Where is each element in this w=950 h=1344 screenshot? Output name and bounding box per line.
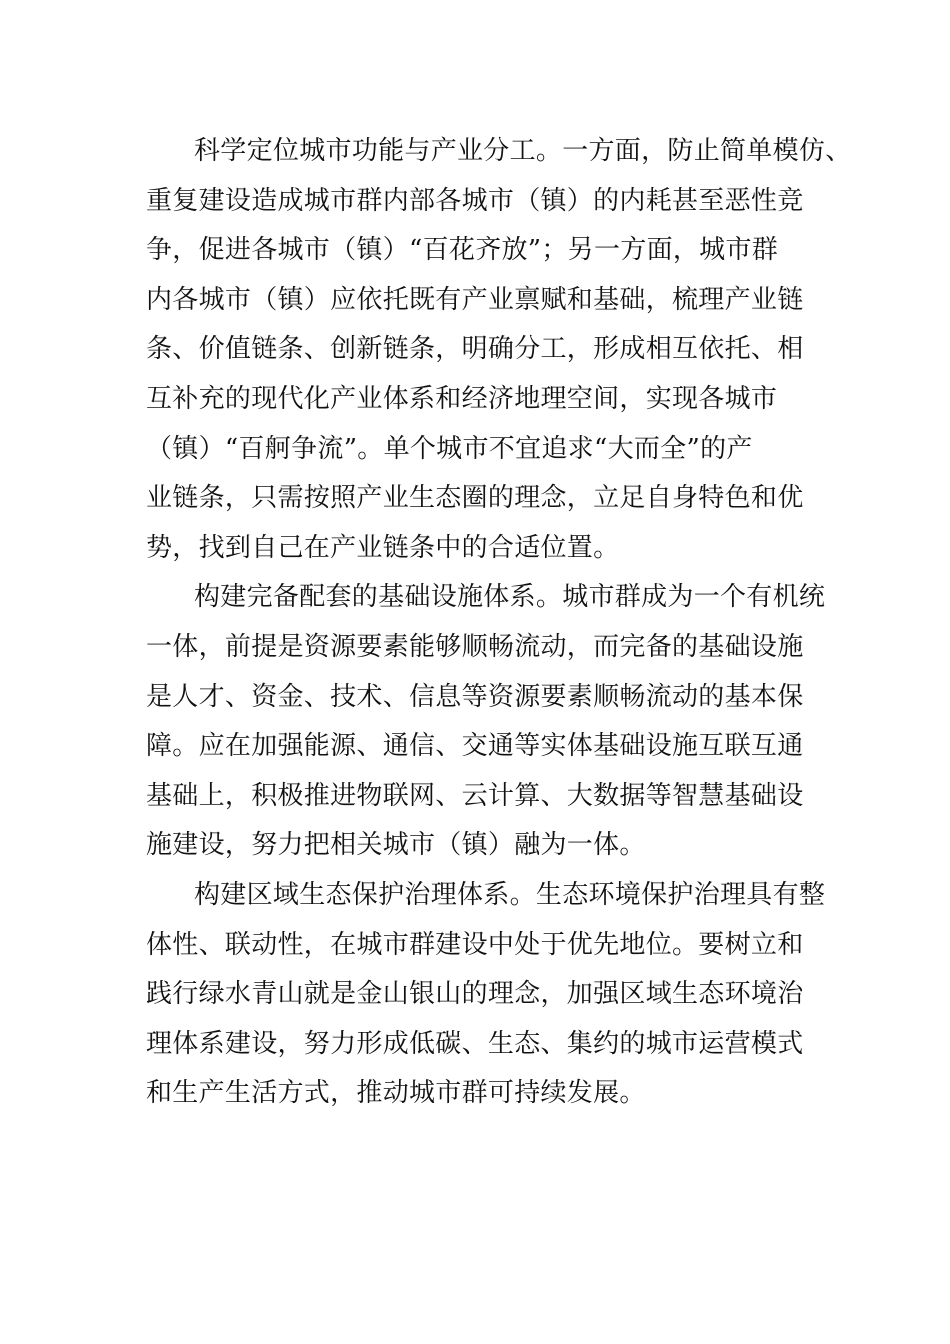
paragraph-line: 业链条，只需按照产业生态圈的理念，立足自身特色和优 [146, 483, 804, 514]
paragraph-line: 势，找到自己在产业链条中的合适位置。 [146, 532, 620, 563]
paragraph-line: 争，促进各城市（镇）“百花齐放”；另一方面，城市群 [146, 235, 779, 266]
paragraph-line: 体性、联动性，在城市群建设中处于优先地位。要树立和 [146, 929, 804, 960]
paragraph-2 [146, 573, 826, 871]
paragraph-1 [146, 127, 852, 573]
paragraph-line: 互补充的现代化产业体系和经济地理空间，实现各城市 [146, 383, 778, 414]
body-text [146, 127, 852, 1119]
paragraph-line: 是人才、资金、技术、信息等资源要素顺畅流动的基本保 [146, 681, 804, 712]
paragraph-line: 条、价值链条、创新链条，明确分工，形成相互依托、相 [146, 334, 804, 365]
paragraph-line: （镇）“百舸争流”。单个城市不宜追求“大而全”的产 [146, 433, 753, 464]
paragraph-3 [146, 871, 826, 1119]
paragraph-line: 理体系建设，努力形成低碳、生态、集约的城市运营模式 [146, 1028, 804, 1059]
paragraph-line: 障。应在加强能源、通信、交通等实体基础设施互联互通 [146, 731, 804, 762]
paragraph-line: 基础上，积极推进物联网、云计算、大数据等智慧基础设 [146, 780, 804, 811]
paragraph-line: 内各城市（镇）应依托既有产业禀赋和基础，梳理产业链 [146, 284, 804, 315]
paragraph-line: 构建区域生态保护治理体系。生态环境保护治理具有整 [194, 879, 826, 910]
paragraph-line: 和生产生活方式，推动城市群可持续发展。 [146, 1078, 646, 1109]
paragraph-line: 重复建设造成城市群内部各城市（镇）的内耗甚至恶性竞 [146, 185, 804, 216]
paragraph-line: 构建完备配套的基础设施体系。城市群成为一个有机统 [194, 582, 826, 613]
paragraph-line: 一体，前提是资源要素能够顺畅流动，而完备的基础设施 [146, 631, 804, 662]
paragraph-line: 践行绿水青山就是金山银山的理念，加强区域生态环境治 [146, 979, 804, 1010]
paragraph-line: 科学定位城市功能与产业分工。一方面，防止简单模仿、 [194, 136, 852, 166]
paragraph-line: 施建设，努力把相关城市（镇）融为一体。 [146, 830, 646, 861]
